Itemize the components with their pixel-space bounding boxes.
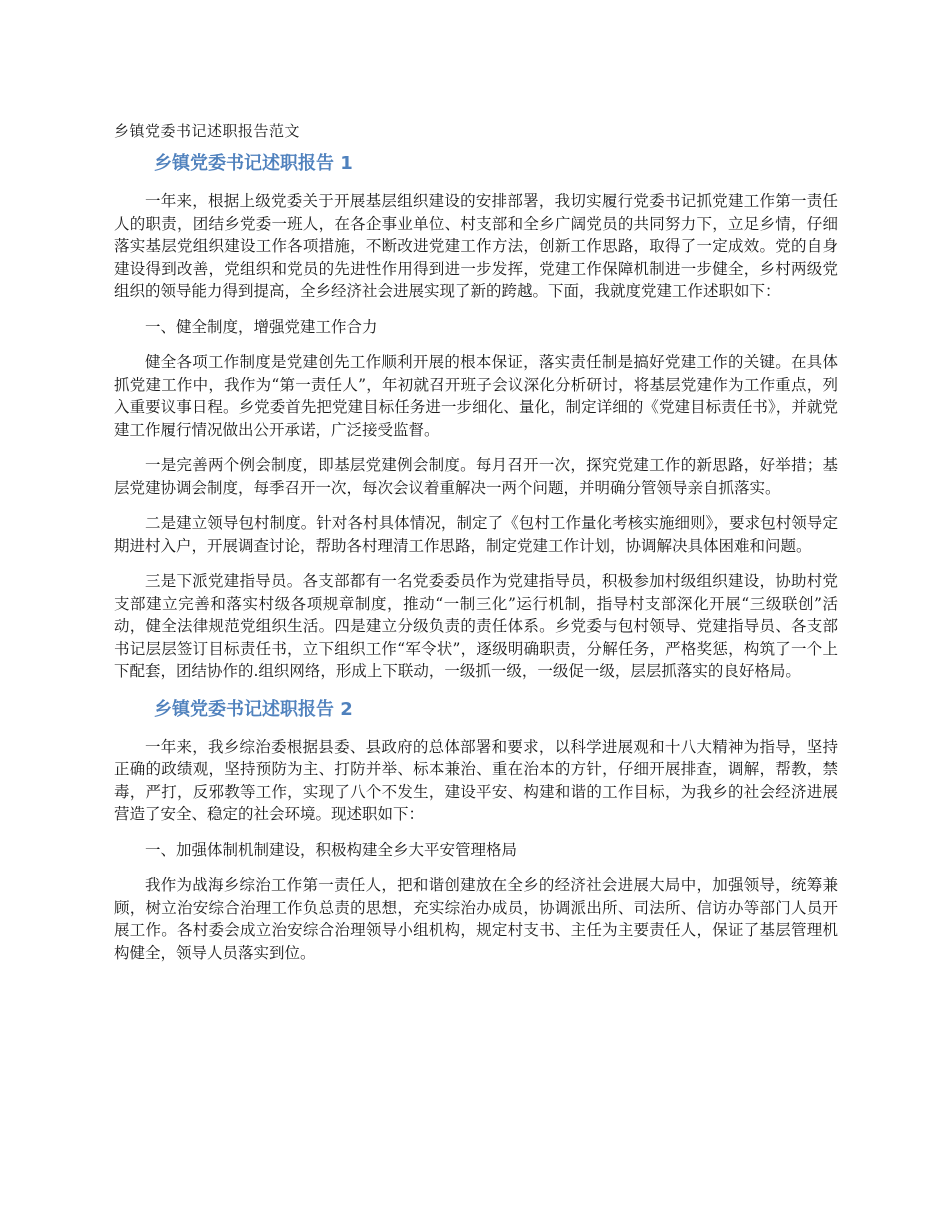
paragraph: 健全各项工作制度是党建创先工作顺利开展的根本保证，落实责任制是搞好党建工作的关键。在具体抓党建工作中，我作为“第一责任人”，年初就召开班子会议深化分析研讨，将基层党建作为工作重点，列入重要议事日程。乡党委首先把党建目标任务进一步细化、量化，制定详细的《党建目标责任书》，并就党建工作履行情况做出公开承诺，广泛接受监督。 <box>114 353 838 439</box>
document-title: 乡镇党委书记述职报告范文 <box>114 122 301 140</box>
subheading: 一、加强体制机制建设，积极构建全乡大平安管理格局 <box>145 840 518 859</box>
section-2 <box>114 696 838 965</box>
paragraph: 二是建立领导包村制度。针对各村具体情况，制定了《包村工作量化考核实施细则》，要求包村领导定期进村入户，开展调查讨论，帮助各村理清工作思路，制定党建工作计划，协调解决具体困难和问题。 <box>114 514 838 555</box>
subheading: 一、健全制度，增强党建工作合力 <box>145 317 378 336</box>
paragraph: 三是下派党建指导员。各支部都有一名党委委员作为党建指导员，积极参加村级组织建设，协助村党支部建立完善和落实村级各项规章制度，推动“一制三化”运行机制，指导村支部深化开展“三级联创”活动，健全法律规范党组织生活。四是建立分级负责的责任体系。乡党委与包村领导、党建指导员、各支部书记层层签订目标责任书，立下组织工作“军令状”，逐级明确职责，分解任务，严格奖惩，构筑了一个上下配套，团结协作的.组织网络，形成上下联动，一级抓一级，一级促一级，层层抓落实的良好格局。 <box>114 572 838 680</box>
section-1 <box>114 150 838 683</box>
paragraph: 一是完善两个例会制度，即基层党建例会制度。每月召开一次，探究党建工作的新思路，好举措；基层党建协调会制度，每季召开一次，每次会议着重解决一两个问题，并明确分管领导亲自抓落实。 <box>114 456 838 497</box>
document-page <box>114 118 838 977</box>
section-heading: 乡镇党委书记述职报告 2 <box>154 698 353 720</box>
paragraph: 我作为战海乡综治工作第一责任人，把和谐创建放在全乡的经济社会进展大局中，加强领导，统筹兼顾，树立治安综合治理工作负总责的思想，充实综治办成员，协调派出所、司法所、信访办等部门人员开展工作。各村委会成立治安综合治理领导小组机构，规定村支书、主任为主要责任人，保证了基层管理机构健全，领导人员落实到位。 <box>114 876 838 962</box>
paragraph: 一年来，根据上级党委关于开展基层组织建设的安排部署，我切实履行党委书记抓党建工作第一责任人的职责，团结乡党委一班人，在各企事业单位、村支部和全乡广阔党员的共同努力下，立足乡情，仔细落实基层党组织建设工作各项措施，不断改进党建工作方法，创新工作思路，取得了一定成效。党的自身建设得到改善，党组织和党员的先进性作用得到进一步发挥，党建工作保障机制进一步健全，乡村两级党组织的领导能力得到提高，全乡经济社会进展实现了新的跨越。下面，我就度党建工作述职如下： <box>114 192 838 300</box>
paragraph: 一年来，我乡综治委根据县委、县政府的总体部署和要求，以科学进展观和十八大精神为指导，坚持正确的政绩观，坚持预防为主、打防并举、标本兼治、重在治本的方针，仔细开展排查，调解，帮教，禁毒，严打，反邪教等工作，实现了八个不发生，建设平安、构建和谐的工作目标，为我乡的社会经济进展营造了安全、稳定的社会环境。现述职如下： <box>114 737 838 823</box>
section-heading: 乡镇党委书记述职报告 1 <box>154 153 353 174</box>
